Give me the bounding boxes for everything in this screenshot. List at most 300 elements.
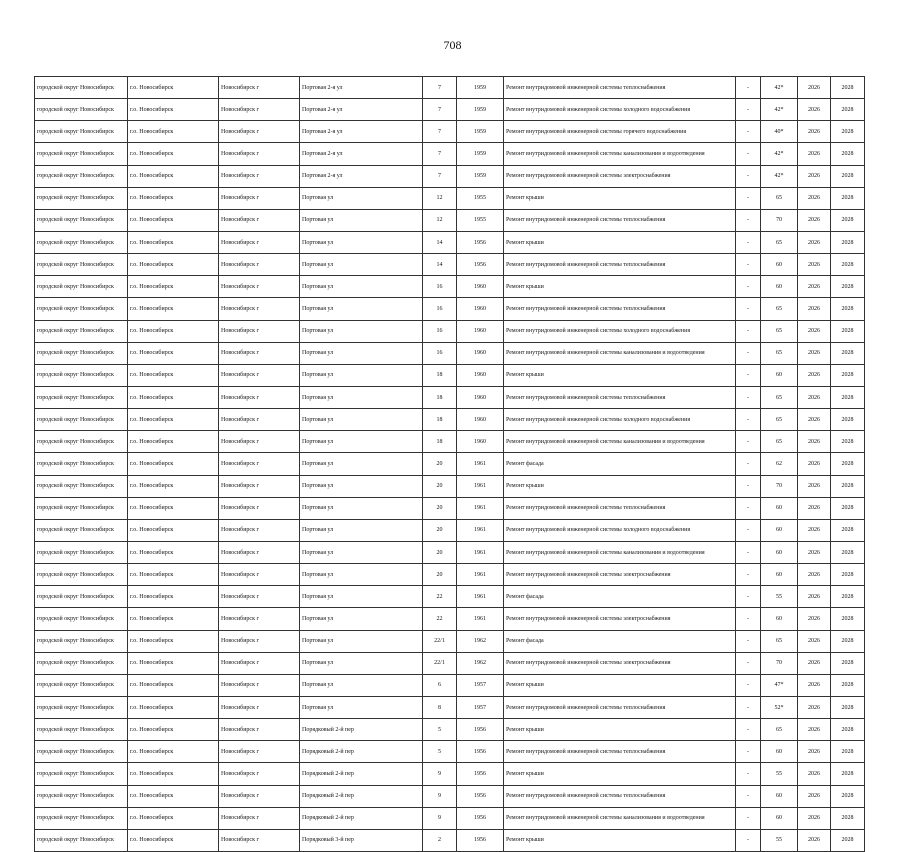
house-number-cell: 18 [423,409,457,431]
dash-cell: - [736,564,761,586]
locality-cell: Новосибирск г [219,630,300,652]
table-row [35,564,865,586]
street-cell: Портовая ул [300,519,423,541]
municipality-cell: г.о. Новосибирск [128,564,219,586]
dash-cell: - [736,586,761,608]
district-cell: городской округ Новосибирск [35,386,128,408]
district-cell: городской округ Новосибирск [35,586,128,608]
year-to-cell: 2028 [831,586,865,608]
table-row [35,276,865,298]
table-row [35,763,865,785]
street-cell: Портовая ул [300,386,423,408]
year-to-cell: 2028 [831,785,865,807]
year-from-cell: 2026 [798,652,831,674]
district-cell: городской округ Новосибирск [35,475,128,497]
cost-cell: 42* [761,77,798,99]
municipality-cell: г.о. Новосибирск [128,785,219,807]
build-year-cell: 1959 [457,121,504,143]
year-to-cell: 2028 [831,453,865,475]
cost-cell: 40* [761,121,798,143]
street-cell: Портовая ул [300,475,423,497]
work-type-cell: Ремонт внутридомовой инженерной системы холодного водоснабжения [504,519,736,541]
work-type-cell: Ремонт фасада [504,586,736,608]
dash-cell: - [736,630,761,652]
house-number-cell: 7 [423,77,457,99]
house-number-cell: 5 [423,719,457,741]
district-cell: городской округ Новосибирск [35,453,128,475]
street-cell: Портовая ул [300,497,423,519]
year-from-cell: 2026 [798,608,831,630]
district-cell: городской округ Новосибирск [35,231,128,253]
cost-cell: 62 [761,453,798,475]
build-year-cell: 1961 [457,541,504,563]
municipality-cell: г.о. Новосибирск [128,763,219,785]
year-to-cell: 2028 [831,409,865,431]
dash-cell: - [736,829,761,851]
municipality-cell: г.о. Новосибирск [128,409,219,431]
cost-cell: 60 [761,497,798,519]
dash-cell: - [736,608,761,630]
street-cell: Порядковый 2-й пер [300,785,423,807]
municipality-cell: г.о. Новосибирск [128,364,219,386]
build-year-cell: 1960 [457,364,504,386]
build-year-cell: 1961 [457,608,504,630]
street-cell: Портовая 2-я ул [300,99,423,121]
house-number-cell: 18 [423,431,457,453]
work-type-cell: Ремонт внутридомовой инженерной системы теплоснабжения [504,77,736,99]
cost-cell: 65 [761,231,798,253]
table-row [35,696,865,718]
cost-cell: 55 [761,829,798,851]
table-row [35,807,865,829]
street-cell: Портовая ул [300,541,423,563]
municipality-cell: г.о. Новосибирск [128,143,219,165]
dash-cell: - [736,298,761,320]
district-cell: городской округ Новосибирск [35,763,128,785]
work-type-cell: Ремонт внутридомовой инженерной системы канализования и водоотведения [504,431,736,453]
build-year-cell: 1955 [457,209,504,231]
dash-cell: - [736,696,761,718]
dash-cell: - [736,409,761,431]
table-row [35,364,865,386]
street-cell: Портовая ул [300,608,423,630]
build-year-cell: 1957 [457,696,504,718]
work-type-cell: Ремонт крыши [504,475,736,497]
cost-cell: 60 [761,541,798,563]
municipality-cell: г.о. Новосибирск [128,431,219,453]
work-type-cell: Ремонт крыши [504,719,736,741]
locality-cell: Новосибирск г [219,187,300,209]
year-from-cell: 2026 [798,475,831,497]
dash-cell: - [736,342,761,364]
build-year-cell: 1961 [457,564,504,586]
house-number-cell: 22 [423,608,457,630]
house-number-cell: 7 [423,121,457,143]
dash-cell: - [736,99,761,121]
street-cell: Портовая ул [300,276,423,298]
municipality-cell: г.о. Новосибирск [128,209,219,231]
work-type-cell: Ремонт внутридомовой инженерной системы теплоснабжения [504,696,736,718]
district-cell: городской округ Новосибирск [35,187,128,209]
street-cell: Портовая ул [300,364,423,386]
work-type-cell: Ремонт внутридомовой инженерной системы теплоснабжения [504,298,736,320]
build-year-cell: 1960 [457,320,504,342]
dash-cell: - [736,386,761,408]
build-year-cell: 1961 [457,475,504,497]
build-year-cell: 1960 [457,276,504,298]
street-cell: Портовая ул [300,187,423,209]
year-from-cell: 2026 [798,386,831,408]
district-cell: городской округ Новосибирск [35,121,128,143]
year-to-cell: 2028 [831,364,865,386]
build-year-cell: 1957 [457,674,504,696]
year-from-cell: 2026 [798,541,831,563]
house-number-cell: 12 [423,187,457,209]
municipality-cell: г.о. Новосибирск [128,276,219,298]
year-from-cell: 2026 [798,497,831,519]
year-to-cell: 2028 [831,298,865,320]
table-row [35,652,865,674]
district-cell: городской округ Новосибирск [35,431,128,453]
cost-cell: 42* [761,99,798,121]
build-year-cell: 1962 [457,630,504,652]
work-type-cell: Ремонт внутридомовой инженерной системы электроснабжения [504,564,736,586]
year-to-cell: 2028 [831,763,865,785]
district-cell: городской округ Новосибирск [35,630,128,652]
street-cell: Порядковый 3-й пер [300,829,423,851]
street-cell: Портовая ул [300,409,423,431]
cost-cell: 60 [761,276,798,298]
year-from-cell: 2026 [798,342,831,364]
district-cell: городской округ Новосибирск [35,741,128,763]
cost-cell: 70 [761,209,798,231]
year-from-cell: 2026 [798,254,831,276]
dash-cell: - [736,254,761,276]
district-cell: городской округ Новосибирск [35,165,128,187]
year-from-cell: 2026 [798,674,831,696]
municipality-cell: г.о. Новосибирск [128,497,219,519]
locality-cell: Новосибирск г [219,741,300,763]
dash-cell: - [736,453,761,475]
year-to-cell: 2028 [831,320,865,342]
street-cell: Портовая ул [300,209,423,231]
build-year-cell: 1956 [457,741,504,763]
year-from-cell: 2026 [798,519,831,541]
locality-cell: Новосибирск г [219,209,300,231]
year-to-cell: 2028 [831,231,865,253]
work-type-cell: Ремонт крыши [504,364,736,386]
municipality-cell: г.о. Новосибирск [128,254,219,276]
locality-cell: Новосибирск г [219,829,300,851]
year-to-cell: 2028 [831,541,865,563]
table-row [35,231,865,253]
municipality-cell: г.о. Новосибирск [128,298,219,320]
street-cell: Портовая 2-я ул [300,121,423,143]
table-row [35,254,865,276]
build-year-cell: 1959 [457,99,504,121]
street-cell: Порядковый 2-й пер [300,741,423,763]
district-cell: городской округ Новосибирск [35,564,128,586]
build-year-cell: 1960 [457,342,504,364]
table-row [35,165,865,187]
cost-cell: 65 [761,298,798,320]
house-number-cell: 9 [423,807,457,829]
district-cell: городской округ Новосибирск [35,674,128,696]
table-row [35,298,865,320]
municipality-cell: г.о. Новосибирск [128,807,219,829]
street-cell: Портовая ул [300,231,423,253]
work-type-cell: Ремонт крыши [504,231,736,253]
municipality-cell: г.о. Новосибирск [128,342,219,364]
municipality-cell: г.о. Новосибирск [128,121,219,143]
house-number-cell: 20 [423,453,457,475]
year-to-cell: 2028 [831,475,865,497]
year-from-cell: 2026 [798,431,831,453]
table-row [35,630,865,652]
table-row [35,386,865,408]
table-row [35,719,865,741]
build-year-cell: 1960 [457,298,504,320]
cost-cell: 60 [761,608,798,630]
year-to-cell: 2028 [831,719,865,741]
house-number-cell: 9 [423,785,457,807]
year-to-cell: 2028 [831,696,865,718]
municipality-cell: г.о. Новосибирск [128,608,219,630]
work-type-cell: Ремонт внутридомовой инженерной системы теплоснабжения [504,254,736,276]
build-year-cell: 1959 [457,77,504,99]
year-from-cell: 2026 [798,763,831,785]
house-number-cell: 7 [423,99,457,121]
dash-cell: - [736,143,761,165]
street-cell: Портовая ул [300,674,423,696]
house-number-cell: 20 [423,564,457,586]
house-number-cell: 5 [423,741,457,763]
work-type-cell: Ремонт крыши [504,763,736,785]
locality-cell: Новосибирск г [219,519,300,541]
work-type-cell: Ремонт внутридомовой инженерной системы горячего водоснабжения [504,121,736,143]
municipality-cell: г.о. Новосибирск [128,719,219,741]
year-to-cell: 2028 [831,99,865,121]
locality-cell: Новосибирск г [219,785,300,807]
cost-cell: 65 [761,409,798,431]
year-from-cell: 2026 [798,298,831,320]
work-type-cell: Ремонт крыши [504,674,736,696]
dash-cell: - [736,364,761,386]
table-row [35,519,865,541]
locality-cell: Новосибирск г [219,431,300,453]
year-to-cell: 2028 [831,674,865,696]
municipality-cell: г.о. Новосибирск [128,165,219,187]
year-to-cell: 2028 [831,807,865,829]
district-cell: городской округ Новосибирск [35,143,128,165]
house-number-cell: 12 [423,209,457,231]
year-to-cell: 2028 [831,276,865,298]
year-from-cell: 2026 [798,143,831,165]
municipality-cell: г.о. Новосибирск [128,741,219,763]
district-cell: городской округ Новосибирск [35,320,128,342]
locality-cell: Новосибирск г [219,475,300,497]
year-from-cell: 2026 [798,409,831,431]
municipality-cell: г.о. Новосибирск [128,829,219,851]
table-row [35,475,865,497]
house-number-cell: 20 [423,475,457,497]
year-to-cell: 2028 [831,652,865,674]
locality-cell: Новосибирск г [219,763,300,785]
street-cell: Порядковый 2-й пер [300,763,423,785]
dash-cell: - [736,276,761,298]
year-from-cell: 2026 [798,99,831,121]
dash-cell: - [736,231,761,253]
year-to-cell: 2028 [831,386,865,408]
work-type-cell: Ремонт внутридомовой инженерной системы канализования и водоотведения [504,143,736,165]
cost-cell: 65 [761,386,798,408]
table-row [35,453,865,475]
cost-cell: 60 [761,519,798,541]
work-type-cell: Ремонт внутридомовой инженерной системы электроснабжения [504,608,736,630]
house-number-cell: 6 [423,674,457,696]
year-to-cell: 2028 [831,209,865,231]
dash-cell: - [736,519,761,541]
year-from-cell: 2026 [798,364,831,386]
locality-cell: Новосибирск г [219,276,300,298]
build-year-cell: 1956 [457,763,504,785]
table-row [35,320,865,342]
locality-cell: Новосибирск г [219,497,300,519]
table-row [35,143,865,165]
build-year-cell: 1956 [457,719,504,741]
work-type-cell: Ремонт внутридомовой инженерной системы канализования и водоотведения [504,541,736,563]
table-row [35,586,865,608]
municipality-cell: г.о. Новосибирск [128,453,219,475]
table-row [35,497,865,519]
cost-cell: 52* [761,696,798,718]
build-year-cell: 1956 [457,231,504,253]
dash-cell: - [736,674,761,696]
district-cell: городской округ Новосибирск [35,785,128,807]
year-to-cell: 2028 [831,497,865,519]
build-year-cell: 1956 [457,807,504,829]
dash-cell: - [736,187,761,209]
work-type-cell: Ремонт внутридомовой инженерной системы электроснабжения [504,165,736,187]
locality-cell: Новосибирск г [219,298,300,320]
street-cell: Портовая ул [300,342,423,364]
locality-cell: Новосибирск г [219,719,300,741]
house-number-cell: 16 [423,276,457,298]
dash-cell: - [736,320,761,342]
cost-cell: 55 [761,586,798,608]
table-body [35,77,865,852]
municipality-cell: г.о. Новосибирск [128,519,219,541]
build-year-cell: 1961 [457,497,504,519]
locality-cell: Новосибирск г [219,674,300,696]
table-row [35,829,865,851]
house-number-cell: 7 [423,143,457,165]
build-year-cell: 1960 [457,386,504,408]
year-from-cell: 2026 [798,77,831,99]
dash-cell: - [736,719,761,741]
locality-cell: Новосибирск г [219,807,300,829]
district-cell: городской округ Новосибирск [35,696,128,718]
cost-cell: 60 [761,254,798,276]
dash-cell: - [736,652,761,674]
year-from-cell: 2026 [798,807,831,829]
municipality-cell: г.о. Новосибирск [128,696,219,718]
municipality-cell: г.о. Новосибирск [128,77,219,99]
street-cell: Портовая ул [300,254,423,276]
locality-cell: Новосибирск г [219,652,300,674]
year-to-cell: 2028 [831,431,865,453]
work-type-cell: Ремонт внутридомовой инженерной системы теплоснабжения [504,497,736,519]
district-cell: городской округ Новосибирск [35,364,128,386]
year-from-cell: 2026 [798,453,831,475]
cost-cell: 42* [761,165,798,187]
work-type-cell: Ремонт внутридомовой инженерной системы теплоснабжения [504,785,736,807]
build-year-cell: 1960 [457,431,504,453]
street-cell: Портовая ул [300,564,423,586]
year-to-cell: 2028 [831,342,865,364]
street-cell: Портовая ул [300,320,423,342]
year-to-cell: 2028 [831,829,865,851]
build-year-cell: 1959 [457,165,504,187]
dash-cell: - [736,209,761,231]
district-cell: городской округ Новосибирск [35,99,128,121]
municipality-cell: г.о. Новосибирск [128,320,219,342]
work-type-cell: Ремонт внутридомовой инженерной системы теплоснабжения [504,741,736,763]
year-from-cell: 2026 [798,696,831,718]
year-from-cell: 2026 [798,320,831,342]
municipality-cell: г.о. Новосибирск [128,674,219,696]
dash-cell: - [736,497,761,519]
year-from-cell: 2026 [798,231,831,253]
street-cell: Порядковый 2-й пер [300,719,423,741]
dash-cell: - [736,807,761,829]
street-cell: Портовая 2-я ул [300,143,423,165]
work-type-cell: Ремонт внутридомовой инженерной системы канализования и водоотведения [504,342,736,364]
table-row [35,342,865,364]
year-from-cell: 2026 [798,121,831,143]
year-to-cell: 2028 [831,143,865,165]
house-number-cell: 20 [423,519,457,541]
cost-cell: 60 [761,741,798,763]
build-year-cell: 1956 [457,829,504,851]
work-type-cell: Ремонт внутридомовой инженерной системы холодного водоснабжения [504,99,736,121]
district-cell: городской округ Новосибирск [35,807,128,829]
municipality-cell: г.о. Новосибирск [128,630,219,652]
dash-cell: - [736,77,761,99]
year-to-cell: 2028 [831,77,865,99]
locality-cell: Новосибирск г [219,453,300,475]
cost-cell: 70 [761,475,798,497]
locality-cell: Новосибирск г [219,254,300,276]
year-to-cell: 2028 [831,608,865,630]
page-number: 708 [443,38,462,52]
dash-cell: - [736,165,761,187]
cost-cell: 60 [761,785,798,807]
cost-cell: 65 [761,719,798,741]
locality-cell: Новосибирск г [219,165,300,187]
table-row [35,541,865,563]
locality-cell: Новосибирск г [219,121,300,143]
house-number-cell: 20 [423,541,457,563]
district-cell: городской округ Новосибирск [35,497,128,519]
dash-cell: - [736,541,761,563]
house-number-cell: 16 [423,298,457,320]
build-year-cell: 1961 [457,586,504,608]
dash-cell: - [736,431,761,453]
year-from-cell: 2026 [798,165,831,187]
work-type-cell: Ремонт крыши [504,276,736,298]
house-number-cell: 16 [423,342,457,364]
